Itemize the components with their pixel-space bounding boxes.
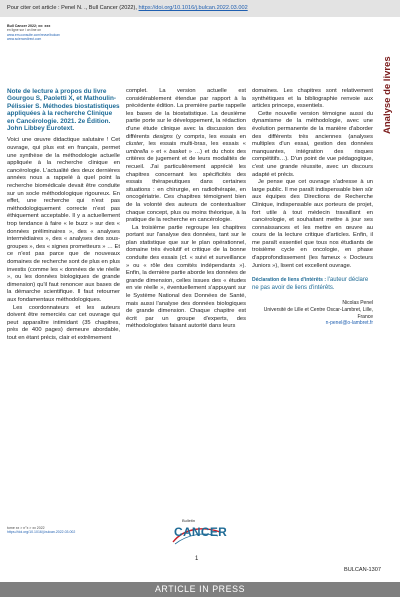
journal-line: Bull Cancer 2022; xx: xxx: [7, 24, 51, 28]
journal-header: [7, 24, 60, 41]
paragraph-3-end: domaines. Les chapitres sont relativement synthétiques et la bibliographie renvoie aux articles princeps, essentiels.: [252, 88, 373, 110]
site-link-emconsulte[interactable]: www.em-consulte.com/revue/bulcan: [7, 32, 60, 37]
site-link-sciencedirect[interactable]: www.sciencedirect.com: [7, 36, 42, 41]
column-3: [252, 88, 373, 327]
declaration-label: Déclaration de liens d'intérêts :: [252, 277, 326, 284]
footer-doi-link[interactable]: https://doi.org/10.1016/j.bulcan.2022.03.002: [7, 530, 76, 535]
paragraph-3-start: La troisième partie regroupe les chapitres portant sur l'analyse des données, tant sur le plan statistique que sur le plan opérationnel, domaine très évolutif et critique de la bonne conduite des essais (cf. « suivi et surveillance » ou « rôle des comités indépendants »). Enfin, la dernière partie aborde les données de grande dimension, celles issues des « études en vie réelle », éventuellement s'appuyant sur le Système National des Données de Santé, mais aussi l'analyse des données biologiques de grande dimension. Chaque chapitre est écrit par un groupe d'experts, des méthodologistes faisant autorité dans leurs: [126, 224, 246, 330]
section-tab: [381, 36, 400, 136]
logo-small-text: Bulletin: [182, 518, 196, 523]
author-email[interactable]: n-penel@o-lambret.fr: [325, 320, 373, 327]
press-banner-text: ARTICLE IN PRESS: [154, 584, 246, 594]
author-signature: [252, 300, 373, 327]
column-2: [126, 88, 246, 331]
page-number: 1: [195, 556, 199, 562]
paragraph-1: Voici une œuvre didactique salutaire ! Cet ouvrage, qui plus est en français, permet une synthèse de la méthodologie actuelle appliquée à la recherche clinique en cancérologie. L'actualité des deux dernières années nous a rappelé à quel point la recherche biomédicale devait être conduite sur un socle méthodologique rigoureux. En effet, une recherche qui n'est pas méthodologiquement correcte n'est pas éthiquement acceptable. Il y a actuellement trop tendance à faire « le buzz » sur des « données préliminaires », des « analyses intermédiaires », des « analyses des sous-groupes », des « signes prometteurs » … Et ce n'est pas parce que de nouveaux domaines de recherche sont de plus en plus investis (comme les « données de vie réelle », ou les données biologiques de grande dimension) qu'il faut renoncer aux bases de la démarche scientifique. Il faut retourner aux fondamentaux méthodologiques.: [7, 137, 120, 303]
paragraph-5: Je pense que cet ouvrage s'adresse à un large public. Il me paraît indispensable bien sûr aux équipes des Directions de Recherche Clinique, indispensable aux porteurs de projet, fort utile à tout médecin travaillant en cancérologie, et souhaitant mettre à jour ses connaissances et les mettre en œuvre au cours de la lecture critique d'articles. Enfin, il me paraît essentiel que tous nos étudiants de troisième cycle en oncologie, en phase d'approfondissement (les fameux « Docteurs Juniors »), lisent cet excellent ouvrage.: [252, 179, 373, 269]
logo-big-text: CANCER: [174, 525, 228, 539]
author-affiliation: Université de Lille et Centre Oscar-Lambret, Lille, France: [263, 306, 373, 320]
article-id: BULCAN-1307: [344, 567, 381, 573]
section-tab-label: Analyse de livres: [382, 56, 393, 134]
paragraph-4: Cette nouvelle version témoigne aussi du dynamisme de la méthodologie, avec une évolution permanente de la manière d'aborder des différents très anciennes (analyses multiples d'un essai, gestion des données manquantes, intégration des risques compétitifs…). D'un point de vue pédagogique, c'est une grande réussite, avec un discours adapté et précis.: [252, 110, 373, 178]
footer-meta: [7, 526, 75, 535]
declaration-text: l'auteur déclare ne pas avoir de liens d'intérêts.: [252, 277, 369, 291]
author-name: Nicolas Penel: [342, 300, 373, 307]
paragraph-2-start: Les coordonnateurs et les auteurs doivent être remerciés car cet ouvrage qui peut apparaître intimidant (35 chapitres, près de 400 pages) demeure abordable, tout en étant précis, clair et extrêmement: [7, 304, 120, 341]
article-in-press-banner: [0, 582, 400, 597]
citation-doi-link[interactable]: https://doi.org/10.1016/j.bulcan.2022.03.002: [138, 5, 248, 11]
declaration: [252, 277, 373, 292]
citation-bar: [0, 0, 400, 17]
citation-text: Pour citer cet article : Penel N. ., Bull Cancer (2022),: [7, 5, 139, 11]
journal-logo: [168, 518, 228, 550]
tome-line: tome xx > n°x > xx 2022: [7, 526, 45, 530]
column-1: [7, 88, 120, 342]
online-line: en ligne sur / on line on: [7, 28, 42, 33]
article-title: Note de lecture à propos du livre Gourgou S, Paoletti X, et Mathoulin-Pélissier S. Méthodes biostatistiques appliquées à la recherche Clinique en Cancérologie. 2021. 2e Édition. John Libbey Eurotext.: [7, 88, 120, 133]
paragraph-2-cont: complet. La version actuelle est considérablement étendue par rapport à la précédente édition. La première partie rappelle les bases de la biostatistique. La deuxième partie porte sur le développement, la rédaction d'une étude clinique avec la discussion des différents designs (y compris, les essais en cluster, les essais multi-bras, les essais « umbrella » et « basket » …) et du choix des critères de jugement et de leurs modalités de recueil. J'ai particulièrement apprécié les chapitres concernant les spécificités des essais thérapeutiques dans certaines situations : en chirurgie, en radiothérapie, en oncogériatrie. Ces chapitres témoignent bien de la volonté des auteurs de contextualiser chaque concept, plus ou moins théorique, à la pratique de la recherche en cancérologie.: [126, 88, 246, 224]
